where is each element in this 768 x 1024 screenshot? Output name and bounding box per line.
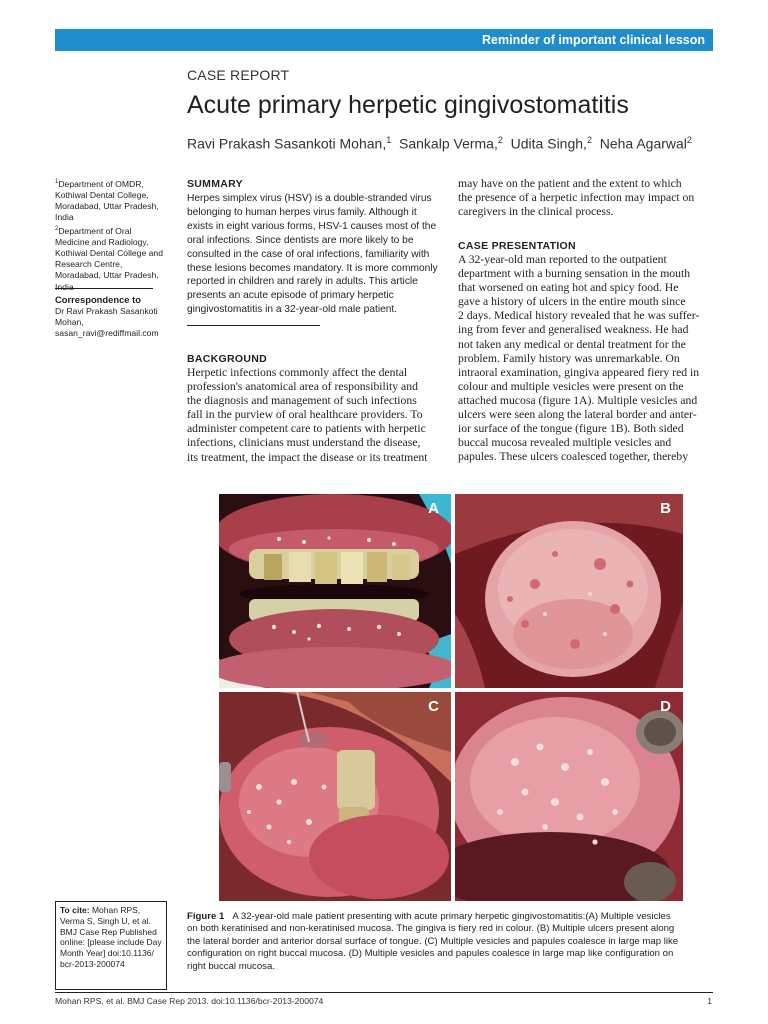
- figure-1: [219, 494, 683, 901]
- background-heading: BACKGROUND: [187, 353, 267, 365]
- page-number: 1: [707, 996, 712, 1006]
- panel-label: D: [660, 698, 671, 715]
- buccal-mucosa-d-photo: [455, 692, 683, 901]
- affiliation-item: $^1$Department of OMDR, Kothiwal Dental College, Moradabad, Uttar Pradesh, India: [55, 178, 159, 223]
- page-footer: Mohan RPS, et al. BMJ Case Rep 2013. doi:10.1136/bcr-2013-200074: [55, 996, 324, 1006]
- summary-heading: SUMMARY: [187, 178, 243, 190]
- author-affiliation-marker: 2: [686, 135, 692, 145]
- divider: [55, 288, 153, 289]
- case-presentation-text: A 32-year-old man reported to the outpatient department with a burning sensation in the mouth that worsened on eating hot and spicy food. He gave a history of ulcers in the entire mouth since 2 days. Medical history revealed that he was suffer- ing from fever and generalised weakness. He had not taken any medical or dental treatment for the problem. Family history was unremarkable. On intraoral examination, gingiva appeared fiery red in colour and multiple vesicles were present on the attached mucosa (figure 1A). Multiple vesicles and ulcers were seen along the lateral border and anter- ior surface of the tongue (figure 1B). Both sided buccal mucosa revealed multiple vesicles and papules. These ulcers coalesced together, thereby: [458, 253, 700, 464]
- author-affiliation-marker: 1: [386, 135, 392, 145]
- citation-box: To cite: Mohan RPS, Verma S, Singh U, et al. BMJ Case Rep Published online: [please include Day Month Year] doi:10.1136/ bcr-2013-200074: [55, 901, 167, 990]
- author-name: Udita Singh,: [510, 135, 587, 152]
- tongue-ulcers-photo: [455, 494, 683, 688]
- author-affiliation-marker: 2: [497, 135, 503, 145]
- author-list: [187, 135, 692, 152]
- affiliation-item: $^2$Department of Oral Medicine and Radiology, Kothiwal Dental College and Research Centre, Moradabad, Uttar Pradesh, India: [55, 225, 163, 292]
- journal-banner: Reminder of important clinical lesson: [55, 29, 713, 51]
- citation-label: To cite:: [60, 905, 90, 915]
- correspondence-heading: Correspondence to: [55, 294, 141, 305]
- panel-label: B: [660, 500, 671, 517]
- author-name: Neha Agarwal: [599, 135, 687, 152]
- correspondence-email[interactable]: sasan_ravi@rediffmail.com: [55, 328, 159, 338]
- correspondence-details: Dr Ravi Prakash Sasankoti Mohan, sasan_ravi@rediffmail.com: [55, 306, 167, 339]
- case-presentation-heading: CASE PRESENTATION: [458, 240, 576, 252]
- figure-panel-c: [219, 692, 451, 901]
- figure-panel-b: [455, 494, 683, 688]
- gingiva-vesicles-photo: [219, 494, 451, 688]
- buccal-mucosa-c-photo: [219, 692, 451, 901]
- author-name: Sankalp Verma,: [399, 135, 498, 152]
- panel-label: C: [428, 698, 439, 715]
- article-type: CASE REPORT: [187, 67, 290, 83]
- divider: [55, 992, 713, 993]
- figure-panel-a: [219, 494, 451, 688]
- summary-text: Herpes simplex virus (HSV) is a double-stranded virus belonging to human herpes virus family. Although it exists in eight various forms, HSV-1 causes most of the oral infections. Since dentists are more likely to be consulted in the case of oral infections, familiarity with these lesions becomes mandatory. It is more commonly reported in children and rarely in adults. This article presents an acute episode of primary herpetic gingivostomatitis in a 32-year-old male patient.: [187, 193, 438, 316]
- panel-label: A: [428, 500, 439, 517]
- article-title: Acute primary herpetic gingivostomatitis: [187, 91, 629, 119]
- background-continued-text: may have on the patient and the extent to which the presence of a herpetic infection may impact on caregivers in the clinical process.: [458, 177, 695, 219]
- affiliations: [55, 177, 165, 293]
- figure-panel-d: [455, 692, 683, 901]
- background-text: Herpetic infections commonly affect the dental profession's anatomical area of responsibility and the diagnosis and management of such infections fall in the purview of oral healthcare providers. To administer competent care to patients with herpetic infections, clinicians must understand the disease, its treatment, the impact the disease or its treatment: [187, 366, 428, 464]
- divider: [187, 325, 320, 326]
- author-name: Ravi Prakash Sasankoti Mohan,: [187, 135, 387, 152]
- figure-caption: Figure 1 A 32-year-old male patient presenting with acute primary herpetic gingivostomatitis:(A) Multiple vesicles on both keratinised and non-keratinised mucosa. The gingiva is fiery red in colour. (B) Multiple ulcers present along the lateral border and anterior dorsal surface of tongue. (C) Multiple vesicles and papules coalesce in large map like configuration on right buccal mucosa. (D) Multiple vesicles and papules coalesce in large map like configuration on right buccal mucosa.: [187, 911, 679, 972]
- figure-label: Figure 1: [187, 911, 225, 922]
- author-affiliation-marker: 2: [586, 135, 592, 145]
